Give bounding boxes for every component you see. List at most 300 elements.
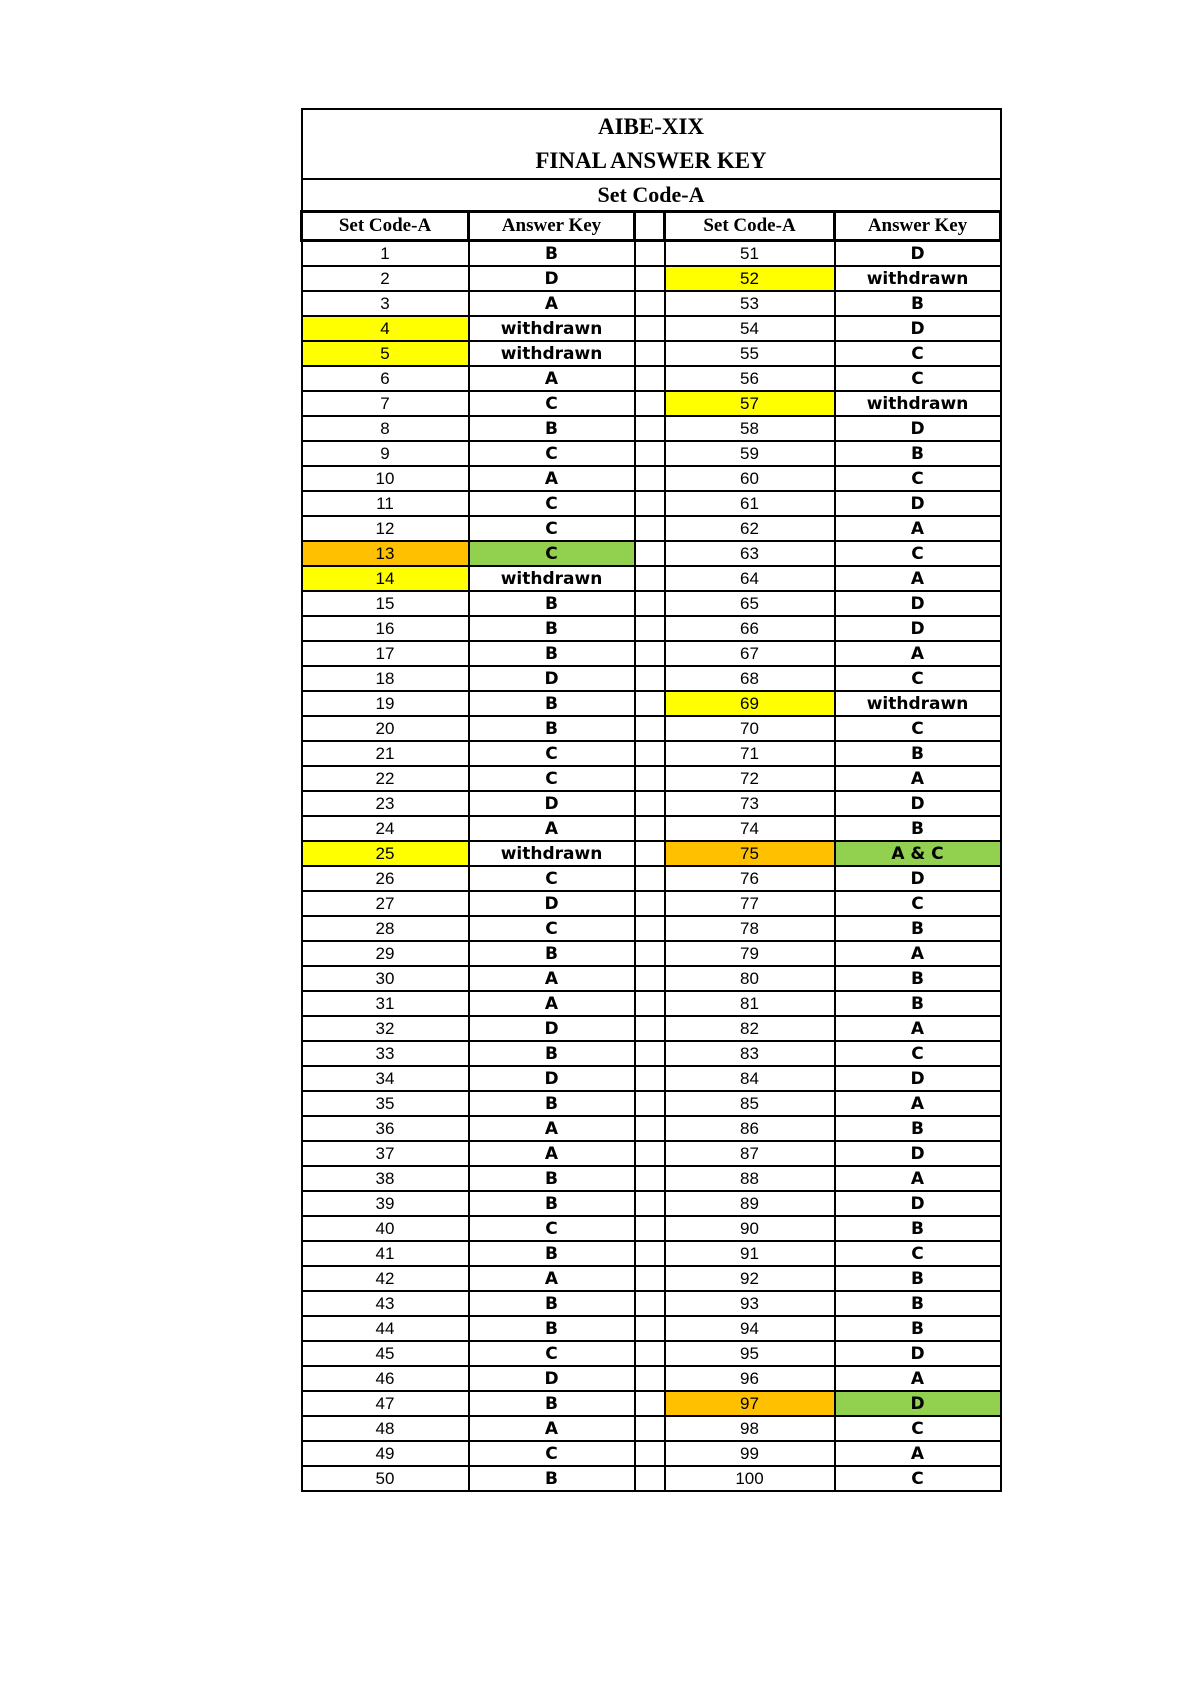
question-number: 69 [665,691,835,716]
answer-row [302,816,1001,841]
answer-value: D [469,1016,635,1041]
answer-value: withdrawn [835,691,1001,716]
header-answer-key-left: Answer Key [469,212,635,241]
answer-row [302,966,1001,991]
question-number: 62 [665,516,835,541]
column-gap [635,341,665,366]
question-number: 35 [302,1091,469,1116]
answer-value: B [469,716,635,741]
answer-value: A [469,1416,635,1441]
question-number: 44 [302,1316,469,1341]
question-number: 55 [665,341,835,366]
question-number: 70 [665,716,835,741]
question-number: 16 [302,616,469,641]
question-number: 64 [665,566,835,591]
question-number: 58 [665,416,835,441]
answer-value: D [835,791,1001,816]
question-number: 41 [302,1241,469,1266]
question-number: 47 [302,1391,469,1416]
question-number: 98 [665,1416,835,1441]
question-number: 17 [302,641,469,666]
column-gap [635,1141,665,1166]
column-header-row [302,212,1001,241]
answer-row [302,916,1001,941]
question-number: 48 [302,1416,469,1441]
column-gap [635,1416,665,1441]
answer-row [302,716,1001,741]
question-number: 78 [665,916,835,941]
answer-value: A [835,566,1001,591]
exam-title: AIBE-XIX [302,109,1001,144]
answer-value: B [835,291,1001,316]
answer-value: D [835,616,1001,641]
question-number: 68 [665,666,835,691]
column-gap [635,241,665,267]
answer-row [302,366,1001,391]
question-number: 99 [665,1441,835,1466]
question-number: 40 [302,1216,469,1241]
answer-value: C [469,391,635,416]
answer-row [302,1416,1001,1441]
answer-value: B [469,416,635,441]
column-gap [635,616,665,641]
question-number: 4 [302,316,469,341]
column-gap [635,991,665,1016]
answer-row [302,416,1001,441]
answer-row [302,1066,1001,1091]
answer-value: B [469,1041,635,1066]
column-gap [635,866,665,891]
answer-value: D [835,1341,1001,1366]
answer-row [302,291,1001,316]
question-number: 72 [665,766,835,791]
question-number: 27 [302,891,469,916]
question-number: 60 [665,466,835,491]
answer-value: A [469,1116,635,1141]
answer-value: B [835,816,1001,841]
question-number: 38 [302,1166,469,1191]
answer-value: C [835,1466,1001,1491]
column-gap [635,1441,665,1466]
answer-value: B [835,441,1001,466]
question-number: 57 [665,391,835,416]
question-number: 97 [665,1391,835,1416]
question-number: 34 [302,1066,469,1091]
question-number: 71 [665,741,835,766]
answer-value: C [469,866,635,891]
answer-value: withdrawn [469,341,635,366]
answer-value: A & C [835,841,1001,866]
column-gap [635,1241,665,1266]
answer-value: B [835,1266,1001,1291]
answer-value: B [469,1316,635,1341]
question-number: 51 [665,241,835,267]
answer-value: C [469,1216,635,1241]
question-number: 2 [302,266,469,291]
answer-value: C [469,766,635,791]
question-number: 89 [665,1191,835,1216]
answer-row [302,1141,1001,1166]
answer-value: C [469,516,635,541]
column-gap [635,1041,665,1066]
answer-value: B [835,1216,1001,1241]
answer-value: D [835,866,1001,891]
question-number: 11 [302,491,469,516]
question-number: 52 [665,266,835,291]
question-number: 83 [665,1041,835,1066]
question-number: 20 [302,716,469,741]
answer-row [302,1091,1001,1116]
document-title: FINAL ANSWER KEY [302,144,1001,179]
answer-value: B [835,966,1001,991]
answer-value: A [835,941,1001,966]
answer-value: C [469,741,635,766]
answer-row [302,766,1001,791]
question-number: 19 [302,691,469,716]
answer-value: B [835,1316,1001,1341]
answer-value: C [835,541,1001,566]
column-gap [635,791,665,816]
column-gap [635,316,665,341]
column-gap [635,416,665,441]
question-number: 8 [302,416,469,441]
column-gap [635,691,665,716]
answer-row [302,1116,1001,1141]
answer-row [302,1266,1001,1291]
answer-row [302,841,1001,866]
answer-row [302,1366,1001,1391]
answer-row [302,341,1001,366]
question-number: 32 [302,1016,469,1041]
answer-value: withdrawn [469,566,635,591]
question-number: 88 [665,1166,835,1191]
question-number: 66 [665,616,835,641]
answer-value: C [835,366,1001,391]
answer-row [302,316,1001,341]
answer-value: A [835,1016,1001,1041]
answer-value: D [835,1191,1001,1216]
question-number: 36 [302,1116,469,1141]
answer-value: B [469,941,635,966]
column-gap [635,1266,665,1291]
question-number: 15 [302,591,469,616]
question-number: 87 [665,1141,835,1166]
column-gap [635,491,665,516]
answer-row [302,466,1001,491]
column-gap [635,841,665,866]
answer-value: A [835,641,1001,666]
column-gap [635,1016,665,1041]
answer-value: D [835,1066,1001,1091]
column-gap [635,441,665,466]
question-number: 74 [665,816,835,841]
answer-row [302,1016,1001,1041]
answer-value: D [835,416,1001,441]
column-gap [635,366,665,391]
answer-value: C [469,441,635,466]
answer-value: A [469,991,635,1016]
answer-row [302,991,1001,1016]
answer-value: B [835,741,1001,766]
answer-value: B [835,916,1001,941]
column-gap [635,566,665,591]
answer-value: D [469,266,635,291]
question-number: 9 [302,441,469,466]
question-number: 33 [302,1041,469,1066]
answer-value: D [469,791,635,816]
answer-value: withdrawn [835,266,1001,291]
question-number: 3 [302,291,469,316]
answer-row [302,1241,1001,1266]
answer-value: withdrawn [469,316,635,341]
answer-value: C [469,491,635,516]
answer-value: A [835,766,1001,791]
question-number: 43 [302,1291,469,1316]
answer-value: D [835,1391,1001,1416]
answer-row [302,1466,1001,1491]
question-number: 12 [302,516,469,541]
answer-row [302,541,1001,566]
question-number: 95 [665,1341,835,1366]
question-number: 56 [665,366,835,391]
question-number: 28 [302,916,469,941]
answer-value: C [469,1341,635,1366]
column-gap [635,1116,665,1141]
answer-value: A [469,1141,635,1166]
question-number: 39 [302,1191,469,1216]
answer-row [302,1291,1001,1316]
answer-value: B [469,616,635,641]
column-gap [635,212,665,241]
answer-row [302,891,1001,916]
answer-row [302,1391,1001,1416]
answer-value: B [469,591,635,616]
answer-row [302,1041,1001,1066]
column-gap [635,1091,665,1116]
answer-value: C [835,1416,1001,1441]
answer-row [302,591,1001,616]
question-number: 50 [302,1466,469,1491]
column-gap [635,1191,665,1216]
answer-row [302,1216,1001,1241]
answer-row [302,566,1001,591]
answer-value: C [835,891,1001,916]
question-number: 18 [302,666,469,691]
question-number: 13 [302,541,469,566]
answer-row [302,1441,1001,1466]
answer-value: A [469,466,635,491]
answer-value: B [469,1241,635,1266]
answer-value: B [469,1291,635,1316]
answer-row [302,241,1001,267]
answer-value: C [835,1041,1001,1066]
answer-value: C [469,541,635,566]
answer-value: D [469,666,635,691]
column-gap [635,466,665,491]
question-number: 6 [302,366,469,391]
question-number: 45 [302,1341,469,1366]
column-gap [635,1291,665,1316]
answer-row [302,691,1001,716]
answer-key-table [300,108,1002,1492]
answer-value: D [469,891,635,916]
answer-row [302,1316,1001,1341]
answer-value: C [469,916,635,941]
answer-value: A [469,1266,635,1291]
column-gap [635,641,665,666]
answer-row [302,941,1001,966]
answer-value: C [835,466,1001,491]
question-number: 54 [665,316,835,341]
question-number: 37 [302,1141,469,1166]
column-gap [635,966,665,991]
question-number: 30 [302,966,469,991]
answer-row [302,666,1001,691]
question-number: 7 [302,391,469,416]
header-set-code-right: Set Code-A [665,212,835,241]
question-number: 81 [665,991,835,1016]
column-gap [635,716,665,741]
question-number: 53 [665,291,835,316]
question-number: 14 [302,566,469,591]
column-gap [635,391,665,416]
question-number: 26 [302,866,469,891]
question-number: 21 [302,741,469,766]
column-gap [635,1366,665,1391]
answer-value: D [835,1141,1001,1166]
column-gap [635,891,665,916]
question-number: 25 [302,841,469,866]
answer-value: B [469,1466,635,1491]
question-number: 59 [665,441,835,466]
question-number: 80 [665,966,835,991]
question-number: 67 [665,641,835,666]
answer-value: D [835,491,1001,516]
answer-value: C [835,341,1001,366]
answer-value: A [835,516,1001,541]
answer-row [302,641,1001,666]
answer-value: D [469,1066,635,1091]
column-gap [635,516,665,541]
question-number: 24 [302,816,469,841]
question-number: 49 [302,1441,469,1466]
header-answer-key-right: Answer Key [835,212,1001,241]
answer-value: C [469,1441,635,1466]
question-number: 65 [665,591,835,616]
answer-value: A [469,816,635,841]
answer-value: D [835,241,1001,267]
column-gap [635,1466,665,1491]
answer-row [302,516,1001,541]
set-code-heading: Set Code-A [302,179,1001,212]
answer-value: withdrawn [469,841,635,866]
question-number: 22 [302,766,469,791]
question-number: 85 [665,1091,835,1116]
answer-value: D [835,316,1001,341]
answer-row [302,1191,1001,1216]
question-number: 31 [302,991,469,1016]
question-number: 10 [302,466,469,491]
answer-value: A [835,1441,1001,1466]
answer-row [302,266,1001,291]
column-gap [635,266,665,291]
column-gap [635,1166,665,1191]
answer-row [302,1341,1001,1366]
answer-value: B [469,1191,635,1216]
answer-value: withdrawn [835,391,1001,416]
column-gap [635,591,665,616]
question-number: 93 [665,1291,835,1316]
answer-value: B [469,1091,635,1116]
column-gap [635,941,665,966]
question-number: 29 [302,941,469,966]
question-number: 92 [665,1266,835,1291]
answer-row [302,1166,1001,1191]
column-gap [635,1316,665,1341]
question-number: 82 [665,1016,835,1041]
question-number: 61 [665,491,835,516]
answer-row [302,616,1001,641]
answer-value: A [469,366,635,391]
column-gap [635,1216,665,1241]
column-gap [635,816,665,841]
question-number: 86 [665,1116,835,1141]
column-gap [635,541,665,566]
question-number: 96 [665,1366,835,1391]
answer-row [302,791,1001,816]
answer-value: B [469,1166,635,1191]
answer-row [302,491,1001,516]
answer-value: D [469,1366,635,1391]
column-gap [635,1341,665,1366]
question-number: 23 [302,791,469,816]
answer-row [302,391,1001,416]
answer-value: C [835,666,1001,691]
question-number: 5 [302,341,469,366]
column-gap [635,916,665,941]
answer-value: A [835,1366,1001,1391]
column-gap [635,666,665,691]
question-number: 91 [665,1241,835,1266]
question-number: 94 [665,1316,835,1341]
answer-value: A [835,1091,1001,1116]
question-number: 76 [665,866,835,891]
column-gap [635,1066,665,1091]
question-number: 63 [665,541,835,566]
question-number: 42 [302,1266,469,1291]
question-number: 75 [665,841,835,866]
answer-row [302,866,1001,891]
answer-value: D [835,591,1001,616]
question-number: 100 [665,1466,835,1491]
answer-value: B [835,1116,1001,1141]
answer-value: A [469,291,635,316]
answer-value: B [469,1391,635,1416]
question-number: 1 [302,241,469,267]
column-gap [635,741,665,766]
question-number: 46 [302,1366,469,1391]
column-gap [635,1391,665,1416]
answer-value: A [469,966,635,991]
header-set-code-left: Set Code-A [302,212,469,241]
column-gap [635,766,665,791]
column-gap [635,291,665,316]
answer-value: C [835,716,1001,741]
question-number: 84 [665,1066,835,1091]
question-number: 90 [665,1216,835,1241]
answer-value: B [469,641,635,666]
answer-value: B [835,991,1001,1016]
